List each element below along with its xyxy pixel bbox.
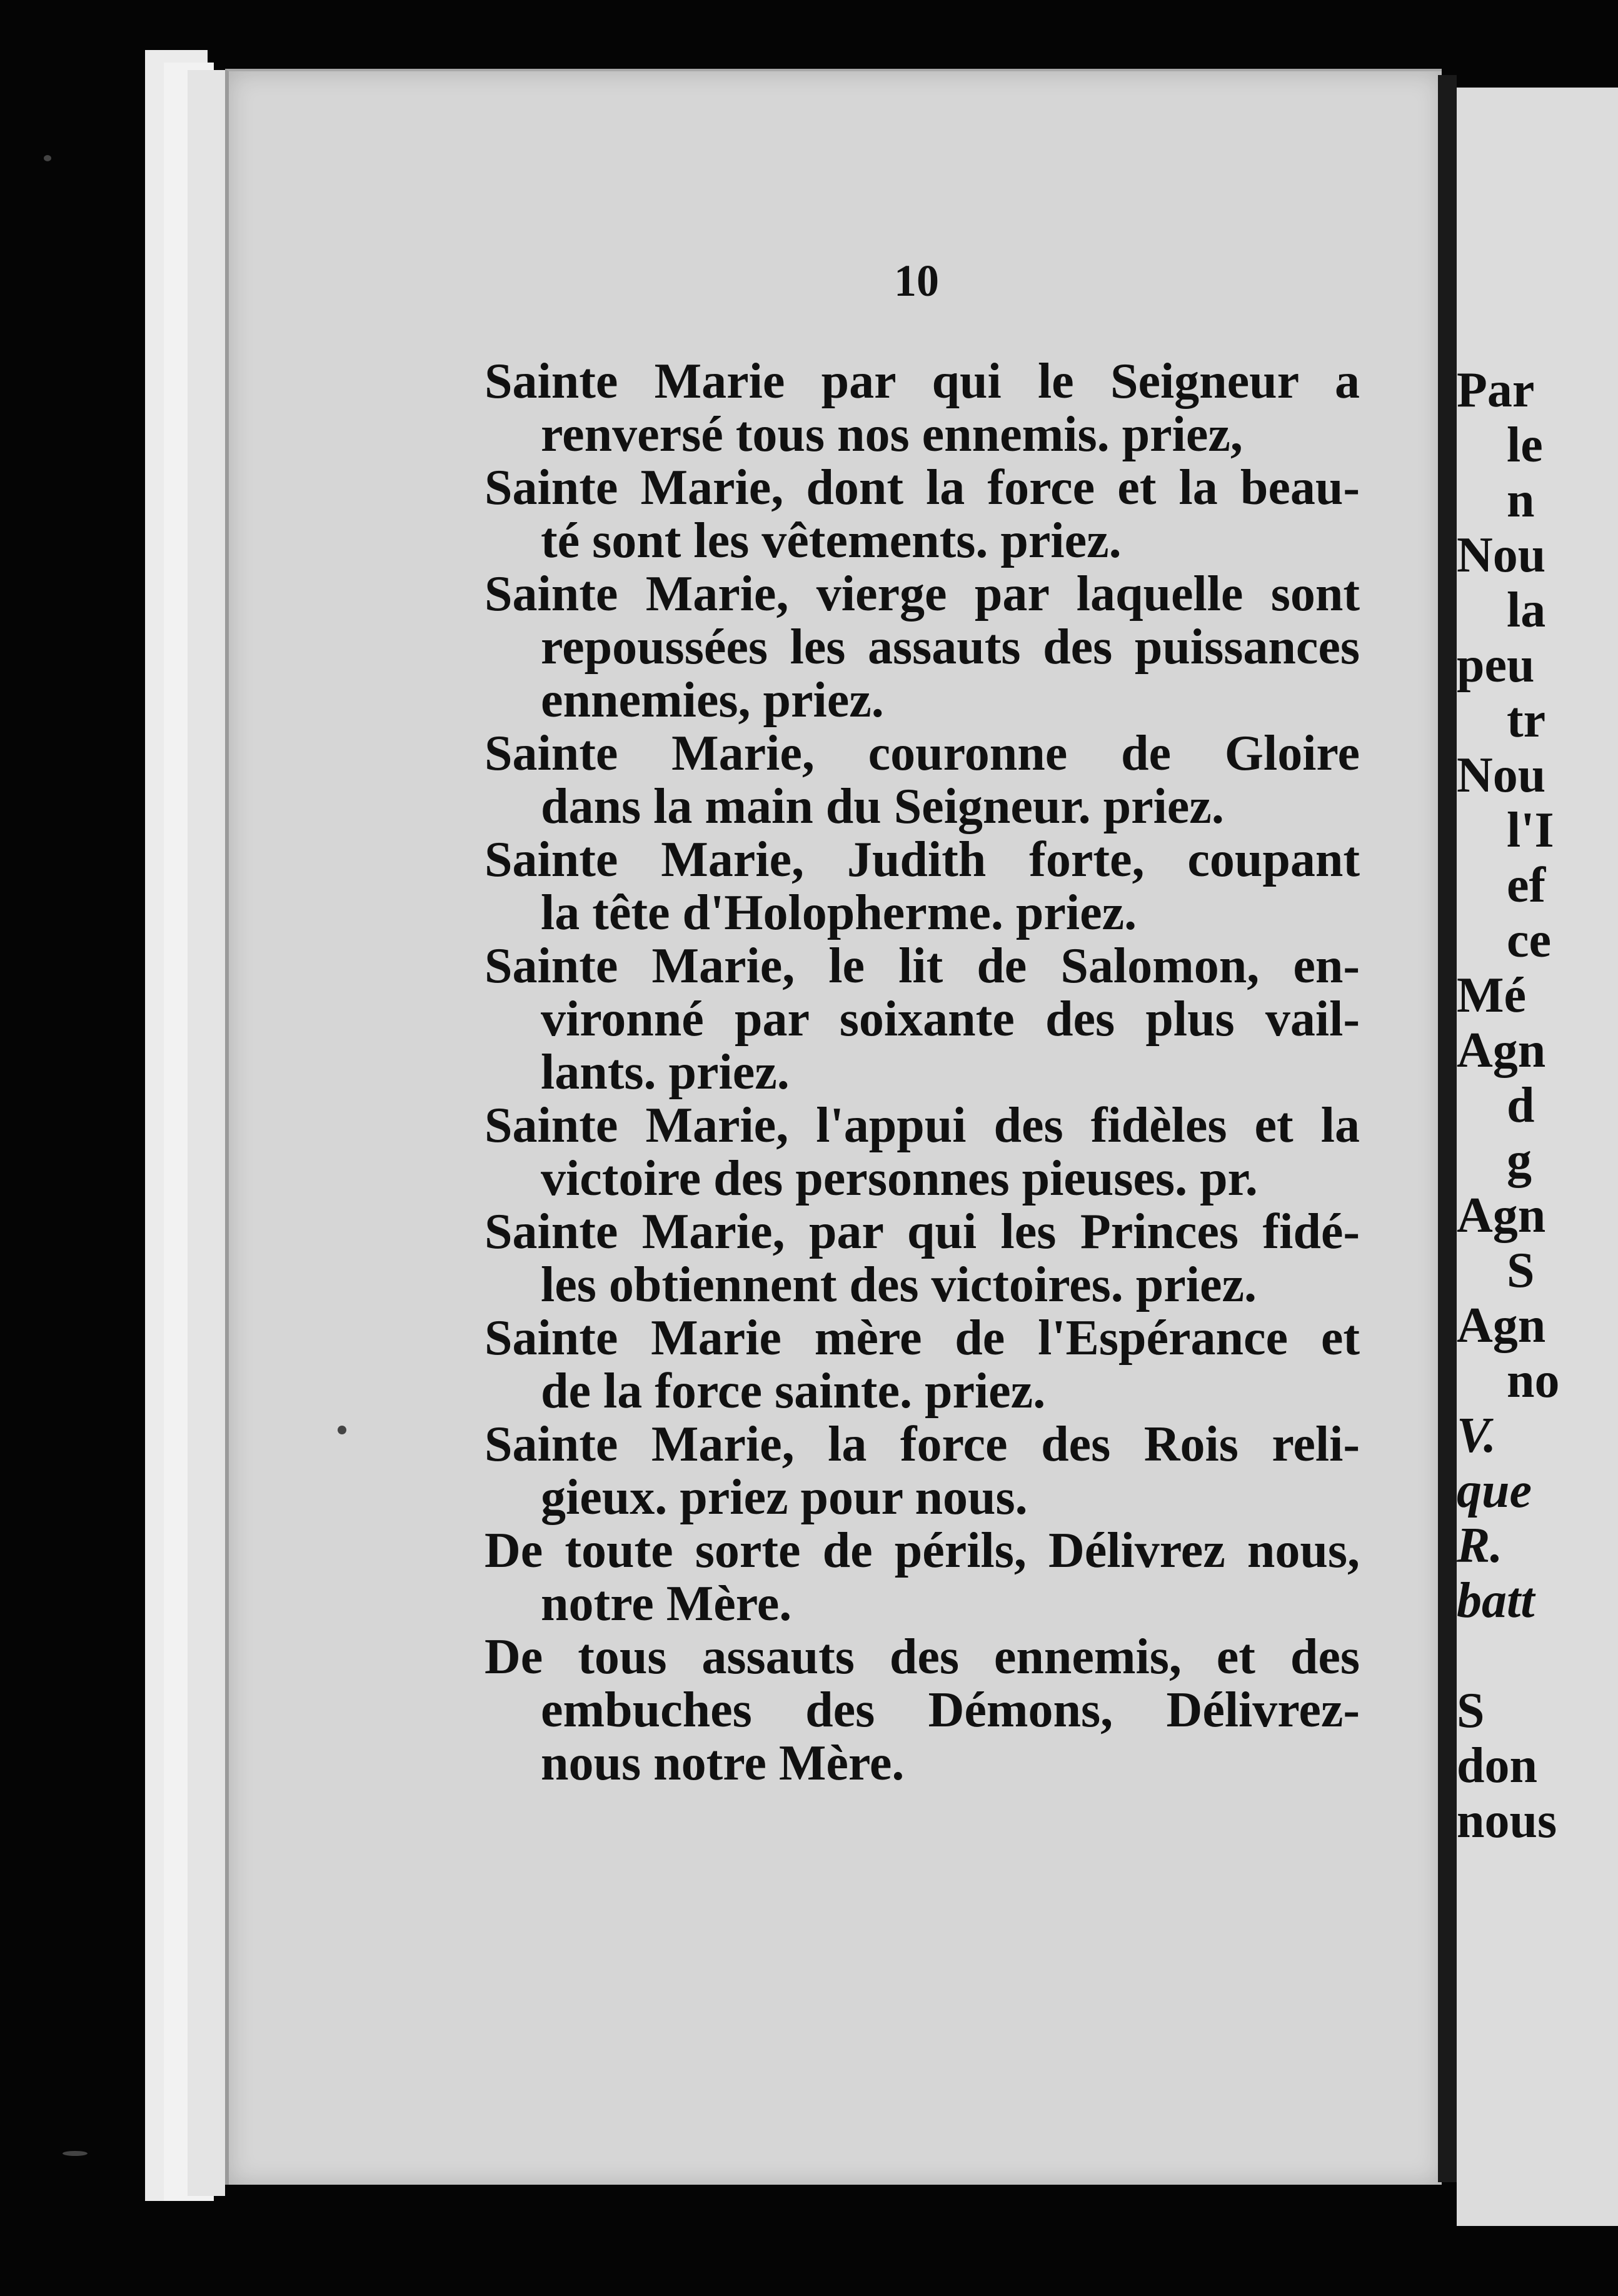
facing-page-fragment: S — [1457, 1683, 1485, 1738]
facing-page-fragment: Agn — [1457, 1298, 1546, 1353]
page-number: 10 — [894, 256, 939, 306]
litany-entry — [485, 355, 1360, 461]
scan-speck — [44, 155, 51, 161]
litany-line: repoussées les assauts des puissances — [541, 620, 1360, 675]
facing-page-fragment: Nou — [1457, 528, 1546, 583]
facing-page-fragment: n — [1507, 473, 1535, 528]
litany-entry — [485, 461, 1360, 568]
facing-page-fragment: batt — [1457, 1573, 1535, 1628]
litany-line: té sont les vêtements. priez. — [541, 513, 1122, 568]
facing-page-fragment — [1457, 1628, 1560, 1683]
litany-line: les obtiennent des victoires. priez. — [541, 1257, 1257, 1312]
facing-page-fragment: ef — [1507, 858, 1546, 913]
litany-line: lants. priez. — [541, 1045, 790, 1100]
facing-page-fragment: Mé — [1457, 968, 1527, 1023]
facing-page-fragment: don — [1457, 1738, 1537, 1793]
facing-page-fragment: l'I — [1507, 803, 1554, 858]
facing-page-fragment: peu — [1457, 638, 1535, 693]
facing-page-fragment: Nou — [1457, 748, 1546, 803]
litany-line: Sainte Marie par qui le Seigneur a — [485, 354, 1360, 409]
facing-page-text — [1457, 363, 1560, 1848]
facing-page-fragment: d — [1507, 1078, 1535, 1133]
litany-entry — [485, 833, 1360, 940]
facing-page-fragment: Par — [1457, 363, 1535, 418]
litany-line: Sainte Marie, l'appui des fidèles et la — [485, 1098, 1360, 1153]
litany-entry — [485, 1524, 1360, 1631]
litany-entry — [485, 940, 1360, 1099]
facing-page-fragment: S — [1507, 1243, 1535, 1298]
facing-page-fragment: R. — [1457, 1518, 1503, 1573]
litany-line: notre Mère. — [541, 1576, 792, 1631]
page-edge-stack — [188, 70, 225, 2196]
litany-line: vironné par soixante des plus vail- — [541, 992, 1360, 1047]
litany-line: Sainte Marie mère de l'Espérance et — [485, 1311, 1360, 1366]
litany-text — [485, 355, 1360, 1790]
litany-line: nous notre Mère. — [541, 1736, 905, 1791]
litany-entry — [485, 1099, 1360, 1206]
litany-line: De toute sorte de périls, Délivrez nous, — [485, 1523, 1360, 1578]
book-gutter — [1438, 75, 1457, 2182]
litany-entry — [485, 727, 1360, 833]
scan-speck — [338, 1426, 346, 1434]
litany-line: Sainte Marie, le lit de Salomon, en- — [485, 939, 1360, 994]
scan-speck — [63, 2151, 88, 2156]
facing-page-fragment: Agn — [1457, 1023, 1546, 1078]
litany-line: gieux. priez pour nous. — [541, 1470, 1028, 1525]
facing-page-fragment: g — [1507, 1133, 1532, 1188]
litany-line: dans la main du Seigneur. priez. — [541, 779, 1224, 834]
facing-page-fragment: que — [1457, 1463, 1532, 1518]
litany-line: victoire des personnes pieuses. pr. — [541, 1151, 1258, 1206]
litany-entry — [485, 568, 1360, 727]
litany-line: embuches des Démons, Délivrez- — [541, 1683, 1360, 1738]
litany-entry — [485, 1418, 1360, 1524]
litany-line: la tête d'Holopherme. priez. — [541, 885, 1137, 940]
facing-page-fragment: Agn — [1457, 1188, 1546, 1243]
litany-line: Sainte Marie, couronne de Gloire — [485, 726, 1360, 781]
litany-line: Sainte Marie, dont la force et la beau- — [485, 460, 1360, 515]
litany-line: De tous assauts des ennemis, et des — [485, 1629, 1360, 1684]
litany-entry — [485, 1206, 1360, 1312]
litany-line: de la force sainte. priez. — [541, 1364, 1046, 1419]
litany-line: Sainte Marie, vierge par laquelle sont — [485, 566, 1360, 622]
facing-page-fragment: le — [1507, 418, 1543, 473]
litany-entry — [485, 1312, 1360, 1418]
facing-page-fragment: nous — [1457, 1793, 1557, 1848]
litany-line: ennemies, priez. — [541, 673, 884, 728]
litany-line: Sainte Marie, la force des Rois reli- — [485, 1417, 1360, 1472]
facing-page — [1457, 88, 1618, 2226]
litany-entry — [485, 1631, 1360, 1790]
litany-line: Sainte Marie, Judith forte, coupant — [485, 832, 1360, 887]
facing-page-fragment: no — [1507, 1353, 1560, 1408]
facing-page-fragment: V. — [1457, 1408, 1497, 1463]
litany-line: renversé tous nos ennemis. priez, — [541, 407, 1243, 462]
litany-line: Sainte Marie, par qui les Princes fidé- — [485, 1204, 1360, 1259]
facing-page-fragment: la — [1507, 583, 1546, 638]
facing-page-fragment: ce — [1507, 913, 1552, 968]
facing-page-fragment: tr — [1507, 693, 1546, 748]
